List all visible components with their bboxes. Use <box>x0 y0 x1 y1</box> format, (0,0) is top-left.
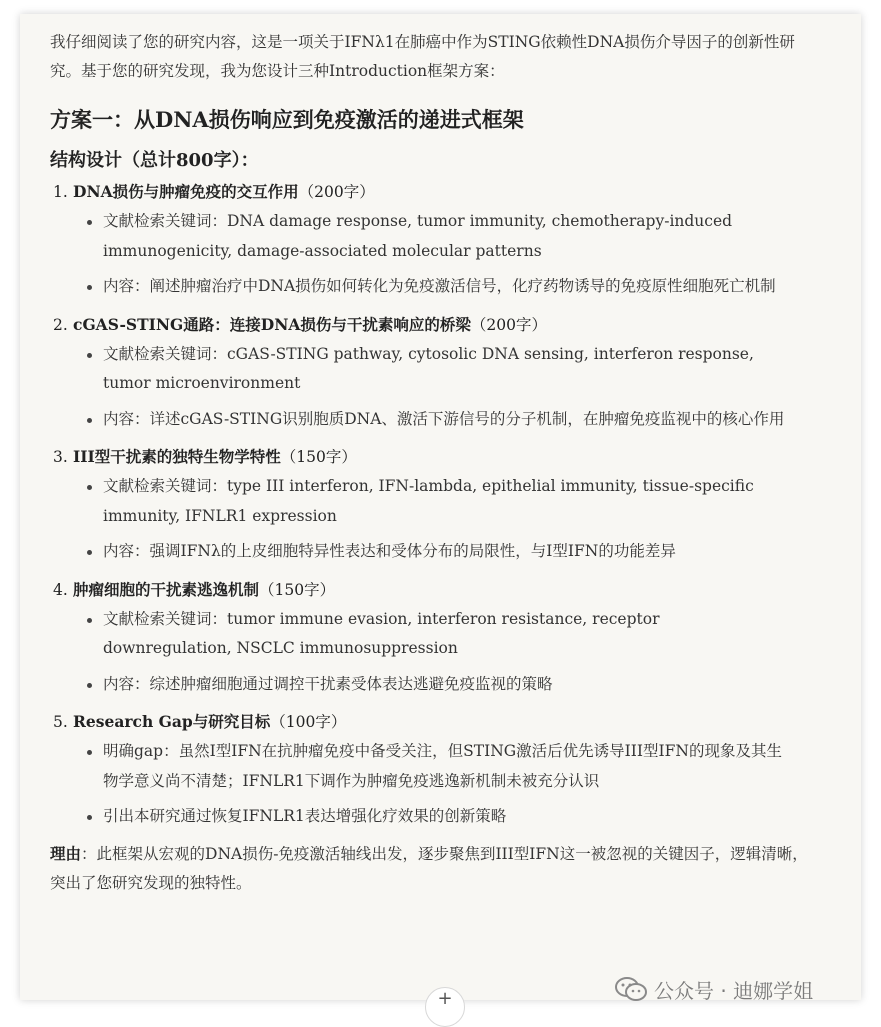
section-number: 3. <box>53 448 68 466</box>
reason-label: 理由 <box>50 843 82 863</box>
bullet-item: 文献检索关键词：DNA damage response, tumor immunity, chemotherapy-induced immunogenicity, damage-associated molecular patterns <box>50 207 793 266</box>
watermark-text: 公众号 · 迪娜学姐 <box>654 978 814 1003</box>
section-list <box>50 177 820 832</box>
section-item <box>50 310 820 435</box>
section-title <box>50 707 820 737</box>
watermark <box>614 974 813 1004</box>
section-word-count: （200字） <box>470 315 548 334</box>
bullet-item: 内容：强调IFNλ的上皮细胞特异性表达和受体分布的局限性，与I型IFN的功能差异 <box>50 537 793 567</box>
bullet-item: 明确gap：虽然I型IFN在抗肿瘤免疫中备受关注，但STING激活后优先诱导III型IFN的现象及其生物学意义尚不清楚；IFNLR1下调作为肿瘤免疫逃逸新机制未被充分认识 <box>50 737 793 796</box>
scroll-down-button[interactable] <box>425 987 465 1027</box>
section-heading: cGAS-STING通路：连接DNA损伤与干扰素响应的桥梁 <box>73 314 471 334</box>
bullet-list <box>50 605 820 700</box>
bullet-list <box>50 340 820 435</box>
reason-text: ：此框架从宏观的DNA损伤-免疫激活轴线出发，逐步聚焦到III型IFN这一被忽视的关键因子，逻辑清晰，突出了您研究发现的独特性。 <box>50 844 808 892</box>
section-title <box>50 310 820 340</box>
bullet-list <box>50 472 820 567</box>
bullet-item: 文献检索关键词：tumor immune evasion, interferon resistance, receptor downregulation, NSCLC immunosuppression <box>50 605 793 664</box>
bullet-list <box>50 207 820 302</box>
wechat-icon <box>614 976 648 1002</box>
section-word-count: （150字） <box>259 580 336 599</box>
plan-title: 方案一：从DNA损伤响应到免疫激活的递进式框架 <box>50 107 524 132</box>
section-heading: 肿瘤细胞的干扰素逃逸机制 <box>73 579 260 599</box>
bullet-item: 文献检索关键词：type III interferon, IFN-lambda, epithelial immunity, tissue-specific immunity, IFNLR1 expression <box>50 472 793 531</box>
section-number: 1. <box>53 183 68 201</box>
section-item <box>50 707 820 832</box>
section-item <box>50 442 820 567</box>
bullet-item: 文献检索关键词：cGAS-STING pathway, cytosolic DNA sensing, interferon response, tumor microenvironment <box>50 340 793 399</box>
scroll-button-glyph: + <box>437 988 453 1009</box>
section-heading: DNA损伤与肿瘤免疫的交互作用 <box>73 182 299 201</box>
section-title <box>50 177 820 207</box>
bullet-list <box>50 737 820 832</box>
intro-paragraph: 我仔细阅读了您的研究内容，这是一项关于IFNλ1在肺癌中作为STING依赖性DNA损伤介导因子的创新性研究。基于您的研究发现，我为您设计三种Introduction框架方案： <box>50 33 795 80</box>
section-heading: III型干扰素的独特生物学特性 <box>73 447 281 466</box>
section-number: 4. <box>53 580 68 599</box>
bullet-item: 内容：综述肿瘤细胞通过调控干扰素受体表达逃避免疫监视的策略 <box>50 670 793 700</box>
section-word-count: （200字） <box>298 183 375 201</box>
bullet-item: 内容：阐述肿瘤治疗中DNA损伤如何转化为免疫激活信号，化疗药物诱导的免疫原性细胞死亡机制 <box>50 272 793 302</box>
section-heading: Research Gap与研究目标 <box>73 712 271 731</box>
section-title <box>50 575 820 605</box>
chat-response-card <box>20 14 861 1000</box>
section-item <box>50 177 820 302</box>
section-title <box>50 442 820 472</box>
section-number: 5. <box>53 713 68 731</box>
section-item <box>50 575 820 700</box>
reason-paragraph <box>50 839 810 899</box>
section-word-count: （150字） <box>280 448 357 466</box>
structure-title: 结构设计（总计800字）： <box>50 150 259 171</box>
response-content <box>50 28 820 899</box>
bullet-item: 内容：详述cGAS-STING识别胞质DNA、激活下游信号的分子机制，在肿瘤免疫监视中的核心作用 <box>50 405 793 435</box>
bullet-item: 引出本研究通过恢复IFNLR1表达增强化疗效果的创新策略 <box>50 802 793 832</box>
section-number: 2. <box>53 315 68 334</box>
section-word-count: （100字） <box>270 713 347 731</box>
